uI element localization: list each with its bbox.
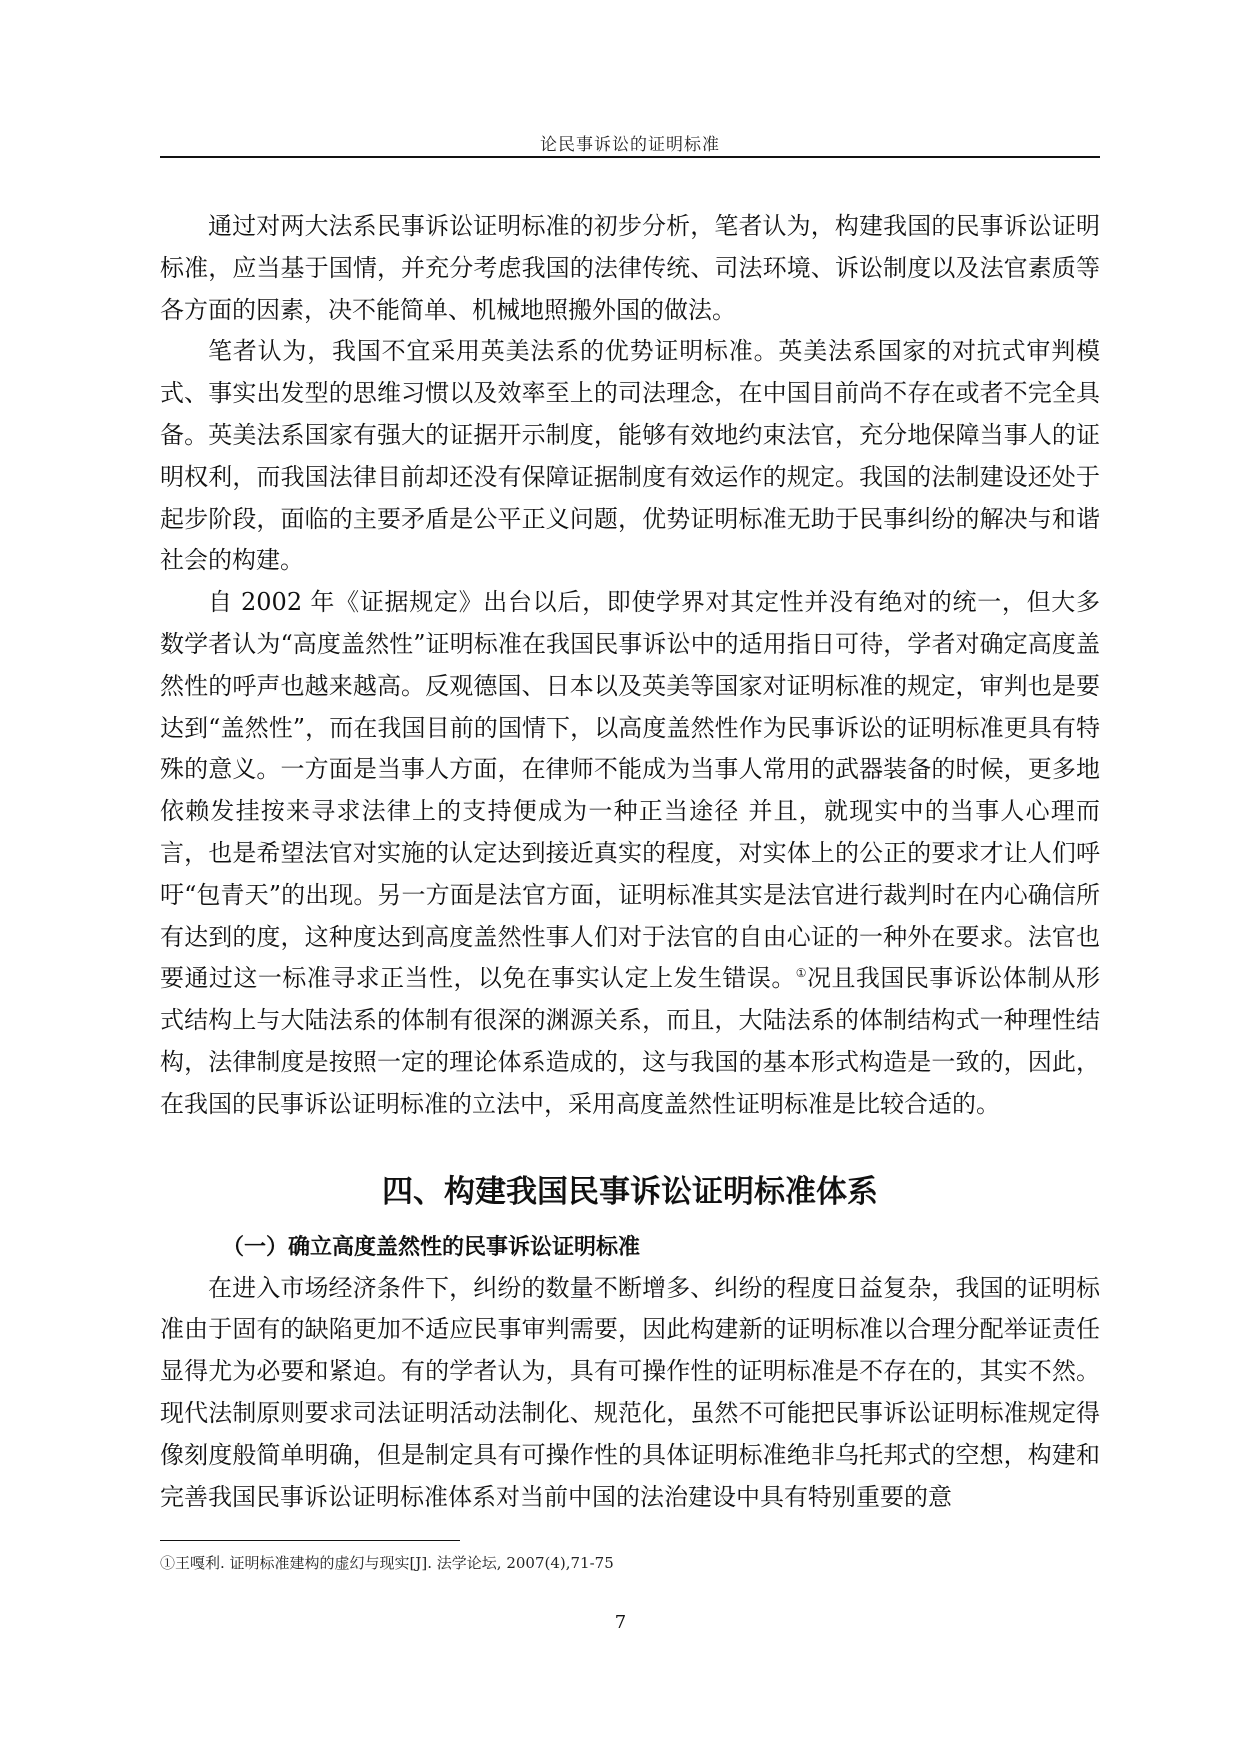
paragraph-3-part-2: 况且我国民事诉讼体制从形式结构上与大陆法系的体制有很深的渊源关系，而且，大陆法系的体制结构式一种理性结构，法律制度是按照一定的理论体系造成的，这与我国的基本形式构造是一致的，因此，在我国的民事诉讼证明标准的立法中，采用高度盖然性证明标准是比较合适的。 bbox=[160, 964, 1101, 1118]
footnote-rule bbox=[160, 1540, 460, 1541]
page-number: 7 bbox=[614, 1612, 627, 1633]
header-rule bbox=[160, 156, 1100, 158]
running-header: 论民事诉讼的证明标准 bbox=[540, 135, 720, 155]
subsection-heading: （一）确立高度盖然性的民事诉讼证明标准 bbox=[222, 1234, 641, 1260]
body-text bbox=[160, 206, 1100, 1518]
footnote-reference-mark: ① bbox=[795, 966, 808, 981]
section-heading: 四、构建我国民事诉讼证明标准体系 bbox=[382, 1173, 878, 1210]
footnote: ①王嘎利. 证明标准建构的虚幻与现实[J]. 法学论坛, 2007(4),71-75 bbox=[160, 1554, 614, 1572]
paragraph-3 bbox=[160, 582, 1100, 1125]
paragraph-3-part-1: 自 2002 年《证据规定》出台以后，即使学界对其定性并没有绝对的统一，但大多数学者认为“高度盖然性”证明标准在我国民事诉讼中的适用指日可待，学者对确定高度盖然性的呼声也越来越高。反观德国、日本以及英美等国家对证明标准的规定，审判也是要达到“盖然性”，而在我国目前的国情下，以高度盖然性作为民事诉讼的证明标准更具有特殊的意义。一方面是当事人方面，在律师不能成为当事人常用的武器装备的时候，更多地依赖发挂按来寻求法律上的支持便成为一种正当途径 并且，就现实中的当事人心理而言，也是希望法官对实施的认定达到接近真实的程度，对实体上的公正的要求才让人们呼吁“包青天”的出现。另一方面是法官方面，证明标准其实是法官进行裁判时在内心确信所有达到的度，这种度达到高度盖然性事人们对于法官的自由心证的一种外在要求。法官也要通过这一标准寻求正当性，以免在事实认定上发生错误。 bbox=[160, 588, 1100, 993]
paragraph-1: 通过对两大法系民事诉讼证明标准的初步分析，笔者认为，构建我国的民事诉讼证明标准，应当基于国情，并充分考虑我国的法律传统、司法环境、诉讼制度以及法官素质等各方面的因素，决不能简单、机械地照搬外国的做法。 bbox=[160, 212, 1100, 324]
paragraph-4: 在进入市场经济条件下，纠纷的数量不断增多、纠纷的程度日益复杂，我国的证明标准由于固有的缺陷更加不适应民事审判需要，因此构建新的证明标准以合理分配举证责任显得尤为必要和紧迫。有的学者认为，具有可操作性的证明标准是不存在的，其实不然。现代法制原则要求司法证明活动法制化、规范化，虽然不可能把民事诉讼证明标准规定得像刻度般简单明确，但是制定具有可操作性的具体证明标准绝非乌托邦式的空想，构建和完善我国民事诉讼证明标准体系对当前中国的法治建设中具有特别重要的意 bbox=[160, 1273, 1100, 1511]
paragraph-2: 笔者认为，我国不宜采用英美法系的优势证明标准。英美法系国家的对抗式审判模式、事实出发型的思维习惯以及效率至上的司法理念，在中国目前尚不存在或者不完全具备。英美法系国家有强大的证据开示制度，能够有效地约束法官，充分地保障当事人的证明权利，而我国法律目前却还没有保障证据制度有效运作的规定。我国的法制建设还处于起步阶段，面临的主要矛盾是公平正义问题，优势证明标准无助于民事纠纷的解决与和谐社会的构建。 bbox=[160, 337, 1100, 575]
